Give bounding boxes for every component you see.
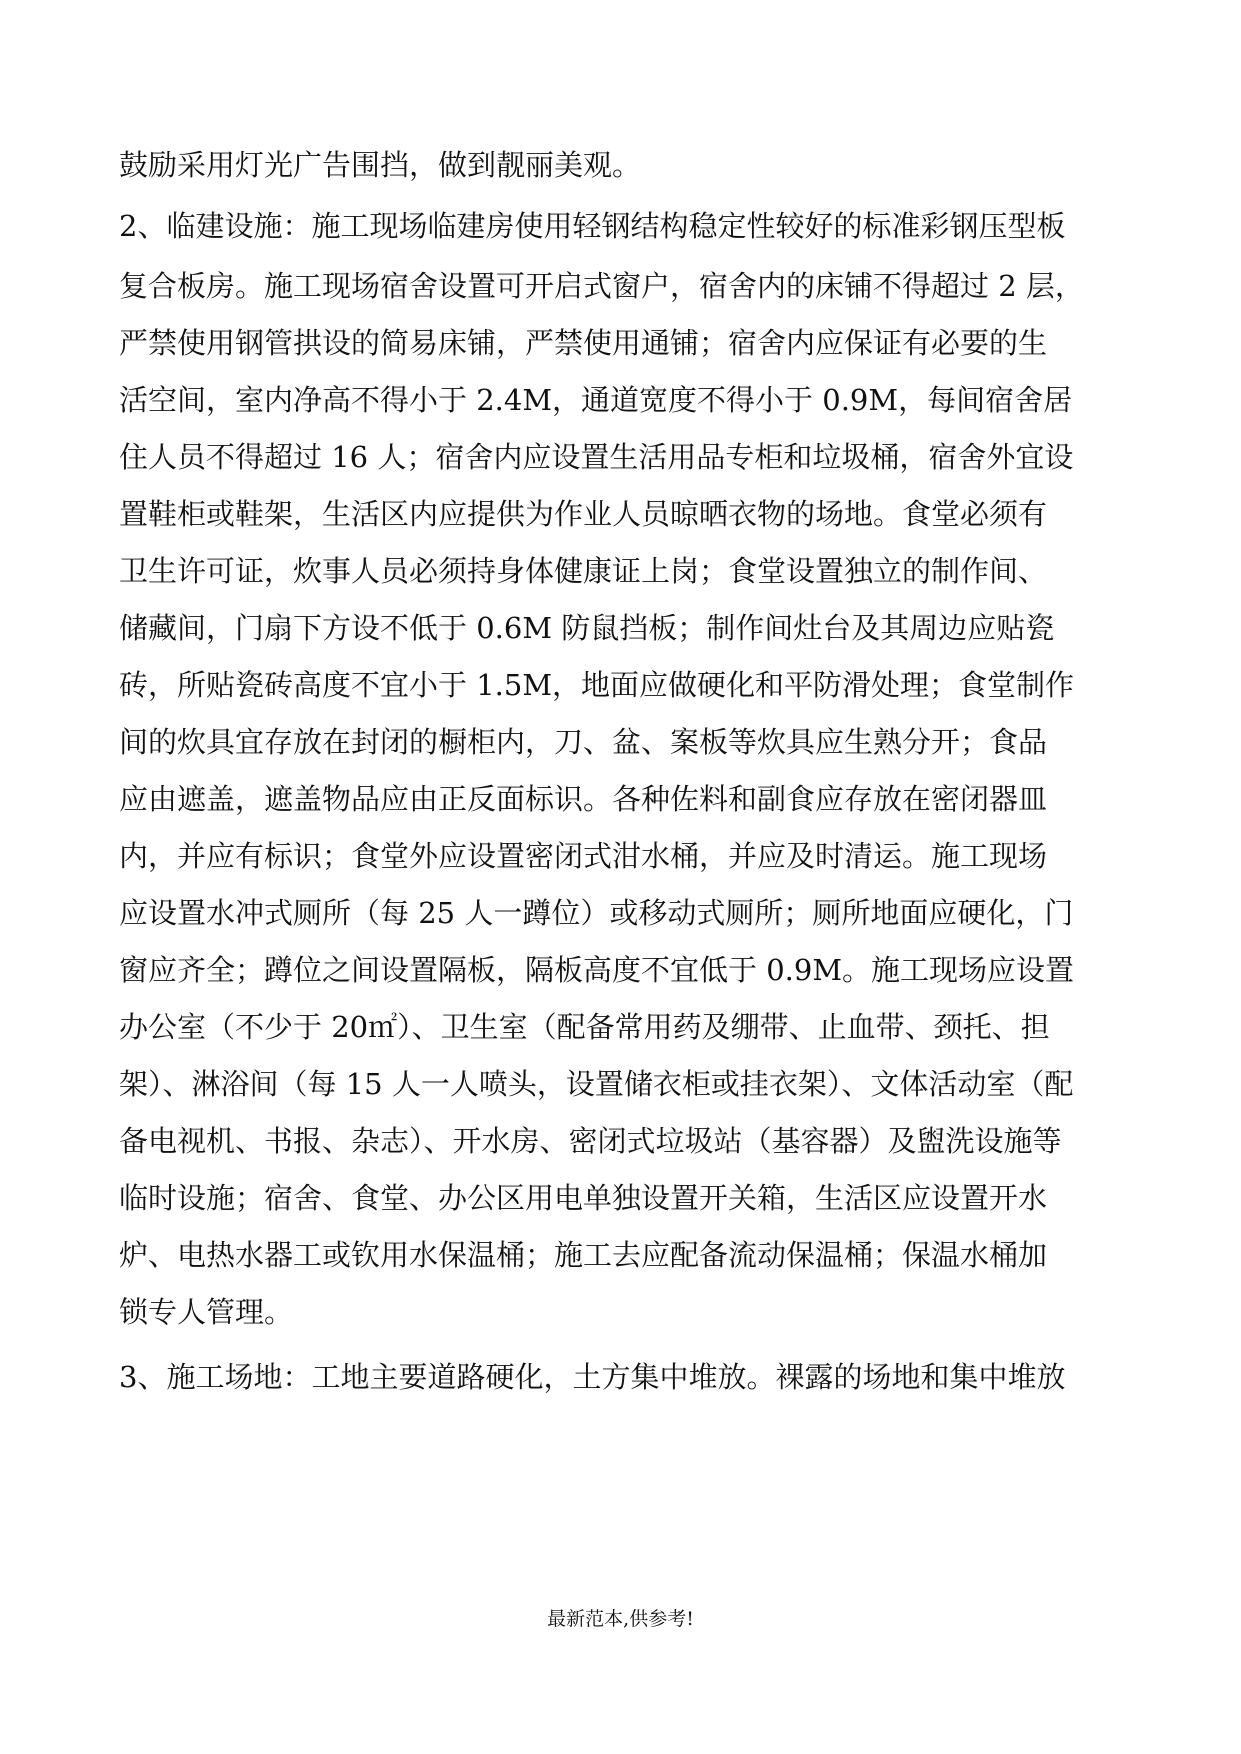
body-text-line: 3、施工场地：工地主要道路硬化，土方集中堆放。裸露的场地和集中堆放 bbox=[119, 1360, 1066, 1394]
body-text-line: 窗应齐全；蹲位之间设置隔板，隔板高度不宜低于 0.9M。施工现场应设置 bbox=[119, 953, 1075, 987]
body-text-line: 住人员不得超过 16 人；宿舍内应设置生活用品专柜和垃圾桶，宿舍外宜设 bbox=[119, 440, 1074, 474]
body-text-line: 应由遮盖，遮盖物品应由正反面标识。各种佐料和副食应存放在密闭器皿 bbox=[119, 782, 1048, 816]
body-text-line: 2、临建设施：施工现场临建房使用轻钢结构稳定性较好的标准彩钢压型板 bbox=[119, 209, 1066, 243]
body-text-line: 炉、电热水器工或钦用水保温桶；施工去应配备流动保温桶；保温水桶加 bbox=[119, 1238, 1048, 1272]
body-text-line: 严禁使用钢管拱设的简易床铺，严禁使用通铺；宿舍内应保证有必要的生 bbox=[119, 326, 1048, 360]
body-text-line: 储藏间，门扇下方设不低于 0.6M 防鼠挡板；制作间灶台及其周边应贴瓷 bbox=[119, 611, 1055, 645]
body-text-line: 鼓励采用灯光广告围挡，做到靓丽美观。 bbox=[119, 148, 642, 182]
body-text-line: 间的炊具宜存放在封闭的橱柜内，刀、盆、案板等炊具应生熟分开；食品 bbox=[119, 725, 1048, 759]
body-text-line: 复合板房。施工现场宿舍设置可开启式窗户，宿舍内的床铺不得超过 2 层， bbox=[119, 269, 1084, 303]
body-text-line: 备电视机、书报、杂志）、开水房、密闭式垃圾站（基容器）及盥洗设施等 bbox=[119, 1124, 1062, 1158]
body-text-line: 锁专人管理。 bbox=[119, 1295, 294, 1329]
body-text-line: 砖，所贴瓷砖高度不宜小于 1.5M，地面应做硬化和平防滑处理；食堂制作 bbox=[119, 668, 1075, 702]
body-text-line: 活空间，室内净高不得小于 2.4M，通道宽度不得小于 0.9M，每间宿舍居 bbox=[119, 383, 1073, 417]
body-text-line: 架）、淋浴间（每 15 人一人喷头，设置储衣柜或挂衣架）、文体活动室（配 bbox=[119, 1067, 1074, 1101]
body-text-line: 办公室（不少于 20㎡）、卫生室（配备常用药及绷带、止血带、颈托、担 bbox=[119, 1010, 1050, 1044]
body-text-line: 应设置水冲式厕所（每 25 人一蹲位）或移动式厕所；厕所地面应硬化，门 bbox=[119, 896, 1074, 930]
body-text-line: 内，并应有标识；食堂外应设置密闭式泔水桶，并应及时清运。施工现场 bbox=[119, 839, 1048, 873]
body-text-line: 卫生许可证，炊事人员必须持身体健康证上岗；食堂设置独立的制作间、 bbox=[119, 554, 1048, 588]
body-text-line: 临时设施；宿舍、食堂、办公区用电单独设置开关箱，生活区应设置开水 bbox=[119, 1181, 1048, 1215]
page-footer: 最新范本,供参考! bbox=[547, 1608, 694, 1630]
body-text-line: 置鞋柜或鞋架，生活区内应提供为作业人员晾晒衣物的场地。食堂必须有 bbox=[119, 497, 1048, 531]
